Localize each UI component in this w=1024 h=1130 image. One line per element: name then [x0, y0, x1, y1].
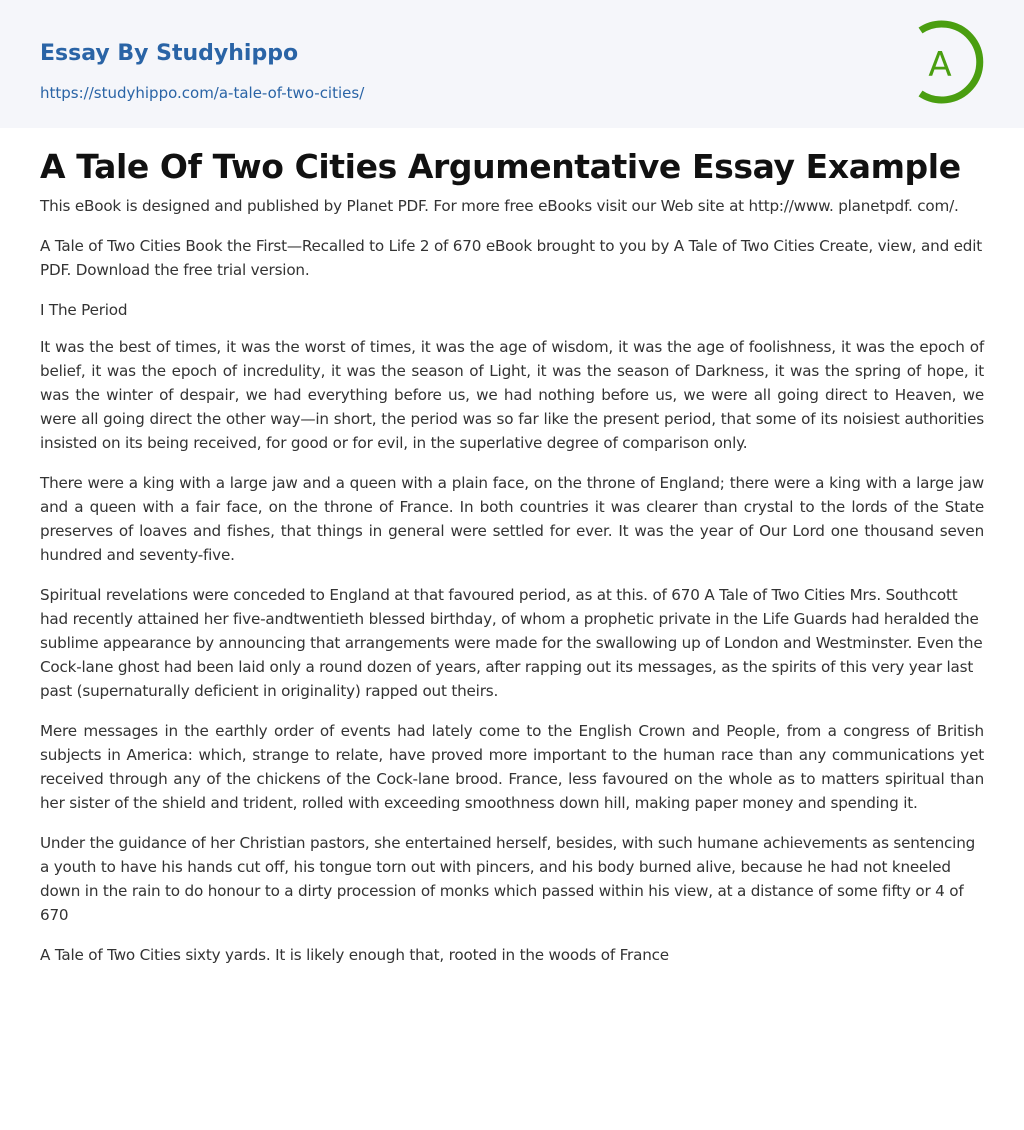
site-header: [0, 0, 1024, 128]
article-paragraph: A Tale of Two Cities Book the First—Recalled to Life 2 of 670 eBook brought to you by A Tale of Two Cities Create, view, and edit PDF. Download the free trial version.: [40, 237, 983, 279]
brand-title[interactable]: Essay By Studyhippo: [40, 41, 299, 66]
logo-letter: A: [928, 45, 952, 85]
article-paragraph: It was the best of times, it was the worst of times, it was the age of wisdom, it was the age of foolishness, it was the epoch of belief, it was the epoch of incredulity, it was the season of Light, it was the season of Darkness, it was the spring of hope, it was the winter of despair, we had everything before us, we had nothing before us, we were all going direct to Heaven, we were all going direct the other way—in short, the period was so far like the present period, that some of its noisiest authorities insisted on its being received, for good or for evil, in the superlative degree of comparison only.: [40, 338, 984, 452]
studyhippo-logo-icon[interactable]: [910, 18, 990, 106]
article-paragraph: This eBook is designed and published by Planet PDF. For more free eBooks visit our Web site at http://www. planetpdf. com/.: [40, 197, 959, 215]
article: [0, 149, 1024, 967]
article-paragraph: Spiritual revelations were conceded to England at that favoured period, as at this. of 670 A Tale of Two Cities Mrs. Southcott had recently attained her five-andtwentieth blessed birthday, of whom a prophetic private in the Life Guards had heralded the sublime appearance by announcing that arrangements were made for the swallowing up of London and Westminster. Even the Cock-lane ghost had been laid only a round dozen of years, after rapping out its messages, as the spirits of this very year last past (supernaturally deficient in originality) rapped out theirs.: [40, 586, 983, 700]
article-paragraph: A Tale of Two Cities sixty yards. It is likely enough that, rooted in the woods of France: [40, 946, 669, 964]
article-paragraph: Mere messages in the earthly order of events had lately come to the English Crown and People, from a congress of British subjects in America: which, strange to relate, have proved more important to the human race than any communications yet received through any of the chickens of the Cock-lane brood. France, less favoured on the whole as to matters spiritual than her sister of the shield and trident, rolled with exceeding smoothness down hill, making paper money and spending it.: [40, 722, 984, 812]
section-heading: I The Period: [40, 301, 128, 319]
article-paragraph: Under the guidance of her Christian pastors, she entertained herself, besides, with such humane achievements as sentencing a youth to have his hands cut off, his tongue torn out with pincers, and his body burned alive, because he had not kneeled down in the rain to do honour to a dirty procession of monks which passed within his view, at a distance of some fifty or 4 of 670: [40, 834, 976, 924]
page-title: A Tale Of Two Cities Argumentative Essay Example: [40, 147, 961, 186]
source-url-link[interactable]: https://studyhippo.com/a-tale-of-two-cities/: [40, 84, 365, 102]
logo-svg: [910, 18, 990, 106]
article-paragraph: There were a king with a large jaw and a queen with a plain face, on the throne of England; there were a king with a large jaw and a queen with a fair face, on the throne of France. In both countries it was clearer than crystal to the lords of the State preserves of loaves and fishes, that things in general were settled for ever. It was the year of Our Lord one thousand seven hundred and seventy-five.: [40, 474, 984, 564]
